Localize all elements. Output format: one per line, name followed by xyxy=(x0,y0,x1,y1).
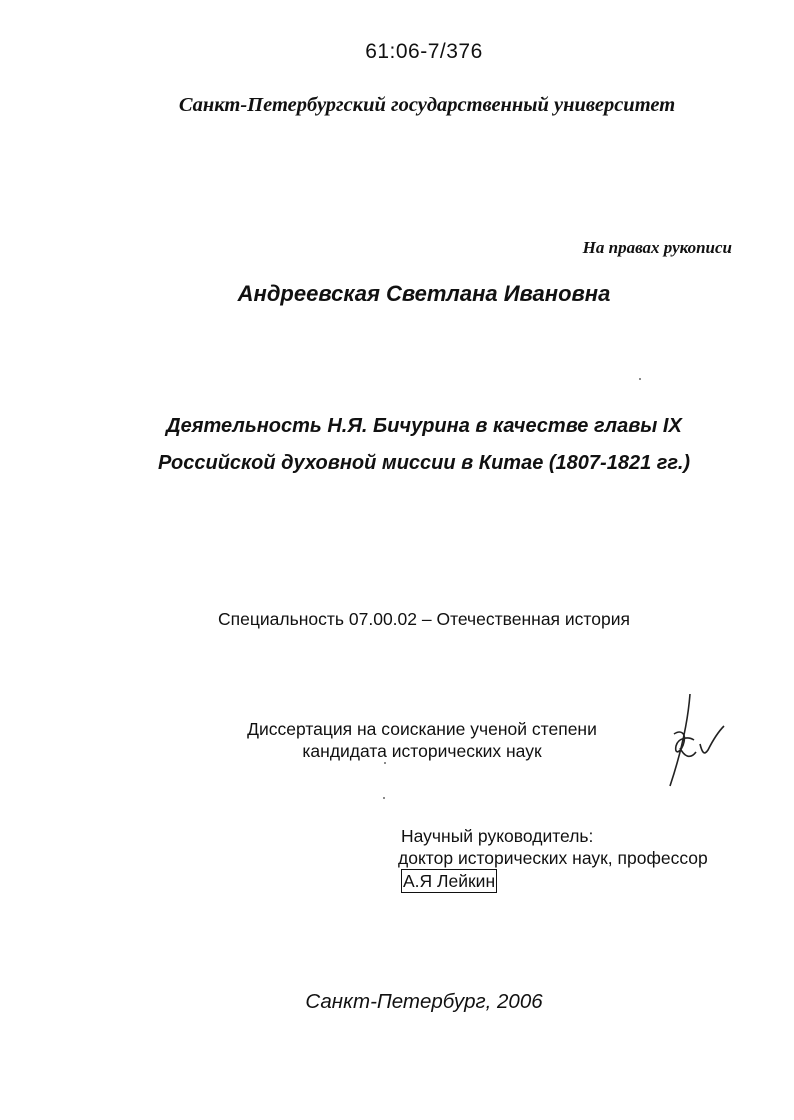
supervisor-degree: доктор исторических наук, профессор xyxy=(398,848,708,868)
supervisor-name: А.Я Лейкин xyxy=(403,871,496,891)
scan-speck xyxy=(383,797,385,799)
thesis-title-line-1: Деятельность Н.Я. Бичурина в качестве главы IX xyxy=(166,415,682,437)
handwritten-signature xyxy=(658,690,728,790)
scan-speck xyxy=(384,762,386,764)
university-name: Санкт-Петербургский государственный университет xyxy=(178,94,676,116)
specialty: Специальность 07.00.02 – Отечественная история xyxy=(218,609,630,629)
registration-code: 61:06-7/376 xyxy=(365,40,483,63)
scan-speck xyxy=(639,378,641,380)
thesis-title-line-2: Российской духовной миссии в Китае (1807-1821 гг.) xyxy=(157,452,691,474)
city-year: Санкт-Петербург, 2006 xyxy=(305,990,543,1013)
supervisor-label: Научный руководитель: xyxy=(401,826,594,846)
manuscript-note: На правах рукописи xyxy=(582,238,732,257)
dissertation-line-2: кандидата исторических наук xyxy=(302,741,542,761)
dissertation-line-1: Диссертация на соискание ученой степени xyxy=(247,719,597,739)
author-name: Андреевская Светлана Ивановна xyxy=(237,281,611,306)
